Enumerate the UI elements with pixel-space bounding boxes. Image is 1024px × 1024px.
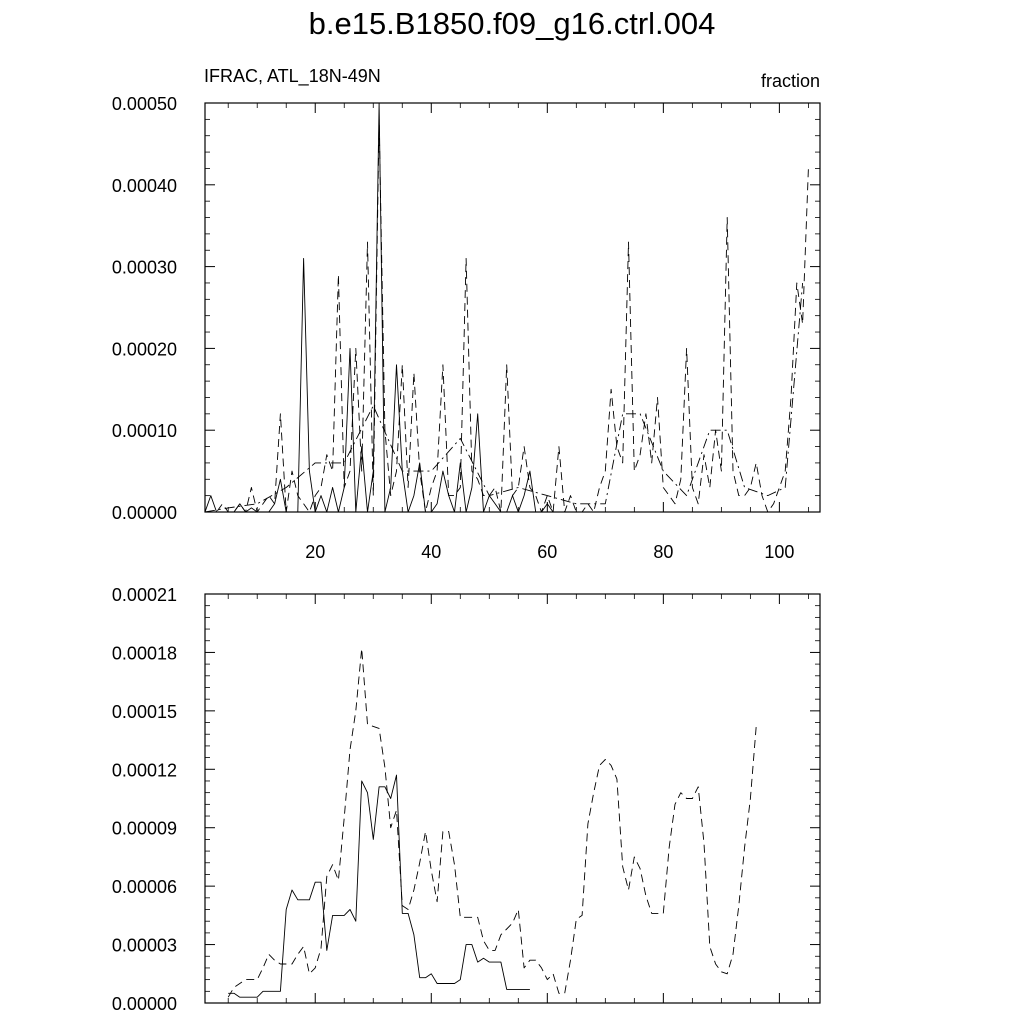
plot-frame — [205, 103, 820, 512]
y-tick-label: 0.00006 — [111, 877, 177, 898]
panel1-variable-label: IFRAC, ATL_18N-49N — [204, 66, 381, 86]
series-dash-dot-line — [205, 283, 803, 512]
y-tick-label: 0.00050 — [111, 94, 177, 114]
y-tick-label: 0.00021 — [111, 585, 177, 605]
x-tick-label: 60 — [537, 542, 558, 562]
plot-frame — [205, 594, 820, 1003]
series-dashed-line — [205, 119, 808, 512]
x-tick-label: 40 — [421, 542, 442, 562]
panel1-units-label: fraction — [760, 71, 820, 91]
series-solid-line — [228, 775, 530, 997]
y-tick-label: 0.00010 — [111, 421, 177, 442]
y-tick-label: 0.00000 — [111, 503, 177, 523]
y-tick-label: 0.00012 — [111, 760, 177, 781]
panel-top — [112, 94, 820, 562]
y-tick-label: 0.00009 — [111, 818, 177, 839]
y-tick-label: 0.00030 — [111, 257, 177, 278]
y-tick-label: 0.00018 — [111, 643, 177, 664]
y-tick-label: 0.00000 — [111, 994, 177, 1014]
series-solid-line — [205, 103, 553, 512]
y-tick-label: 0.00003 — [111, 935, 177, 956]
x-tick-label: 20 — [305, 542, 326, 562]
y-tick-label: 0.00015 — [111, 701, 177, 722]
x-tick-label: 100 — [764, 542, 795, 562]
x-tick-label: 80 — [653, 542, 674, 562]
panel-bottom — [112, 585, 820, 1014]
chart-title: b.e15.B1850.f09_g16.ctrl.004 — [308, 6, 716, 41]
y-tick-label: 0.00040 — [111, 175, 177, 196]
series-dashed-line — [228, 649, 756, 998]
y-tick-label: 0.00020 — [111, 339, 177, 360]
